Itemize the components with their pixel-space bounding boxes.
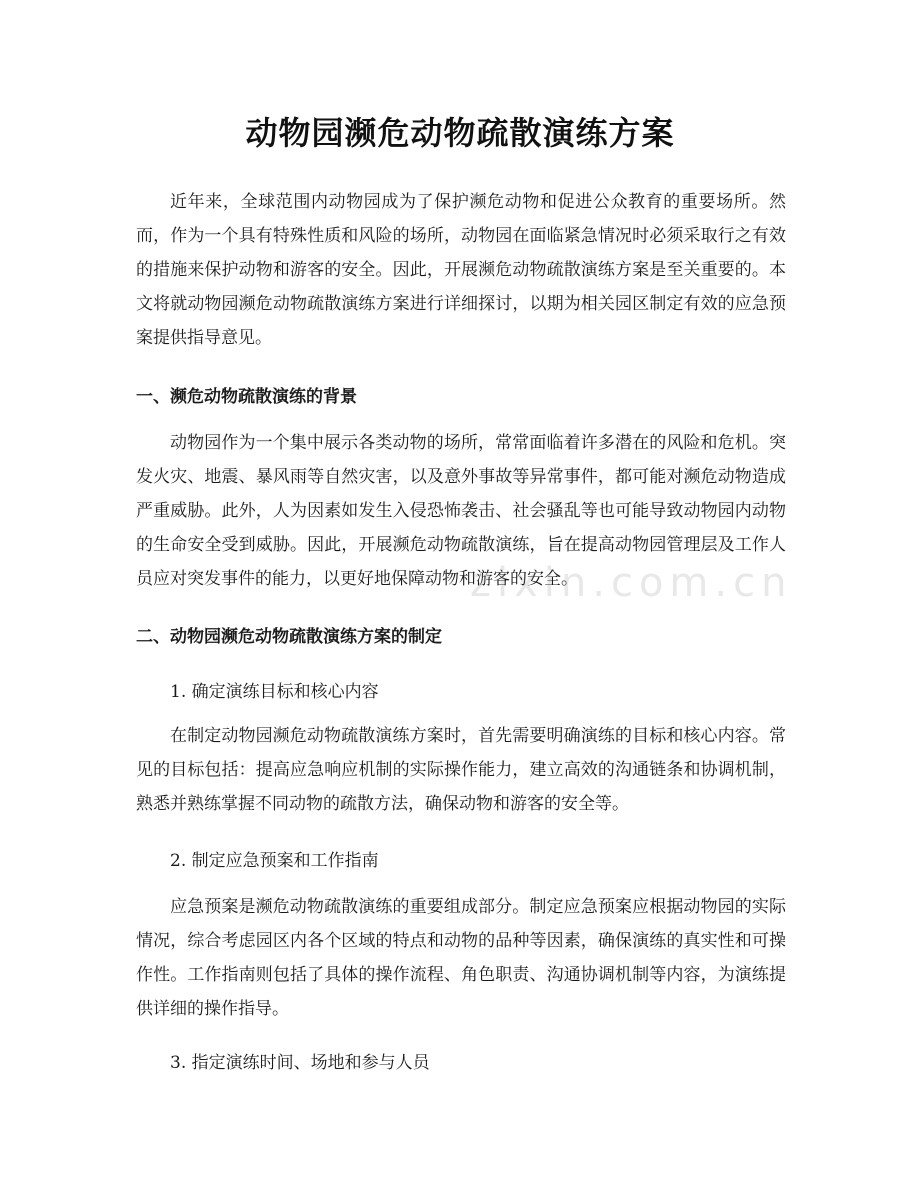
subsection-2-paragraph: 应急预案是濒危动物疏散演练的重要组成部分。制定应急预案应根据动物园的实际情况，综合考虑园区内各个区域的特点和动物的品种等因素，确保演练的真实性和可操作性。工作指南则包括了具体的操作流程、角色职责、沟通协调机制等内容，为演练提供详细的操作指导。: [136, 897, 786, 1019]
subsection-1-label: 1. 确定演练目标和核心内容: [170, 682, 379, 702]
subsection-1-paragraph: 在制定动物园濒危动物疏散演练方案时，首先需要明确演练的目标和核心内容。常见的目标包括：提高应急响应机制的实际操作能力，建立高效的沟通链条和协调机制，熟悉并熟练掌握不同动物的疏散方法，确保动物和游客的安全等。: [136, 726, 786, 814]
watermark: zixin.com.cn: [470, 560, 793, 606]
section-2-heading: 二、动物园濒危动物疏散演练方案的制定: [136, 627, 442, 647]
section-1-heading: 一、濒危动物疏散演练的背景: [136, 387, 357, 407]
section-1-paragraph: 动物园作为一个集中展示各类动物的场所，常常面临着许多潜在的风险和危机。突发火灾、地震、暴风雨等自然灾害，以及意外事故等异常事件，都可能对濒危动物造成严重威胁。此外，人为因素如发生入侵恐怖袭击、社会骚乱等也可能导致动物园内动物的生命安全受到威胁。因此，开展濒危动物疏散演练，旨在提高动物园管理层及工作人员应对突发事件的能力，以更好地保障动物和游客的安全。: [136, 433, 786, 589]
document-title: 动物园濒危动物疏散演练方案: [245, 114, 675, 152]
intro-paragraph: 近年来，全球范围内动物园成为了保护濒危动物和促进公众教育的重要场所。然而，作为一个具有特殊性质和风险的场所，动物园在面临紧急情况时必须采取行之有效的措施来保护动物和游客的安全。因此，开展濒危动物疏散演练方案是至关重要的。本文将就动物园濒危动物疏散演练方案进行详细探讨，以期为相关园区制定有效的应急预案提供指导意见。: [136, 192, 786, 348]
subsection-3-label: 3. 指定演练时间、场地和参与人员: [170, 1053, 430, 1073]
subsection-2-label: 2. 制定应急预案和工作指南: [170, 851, 379, 871]
